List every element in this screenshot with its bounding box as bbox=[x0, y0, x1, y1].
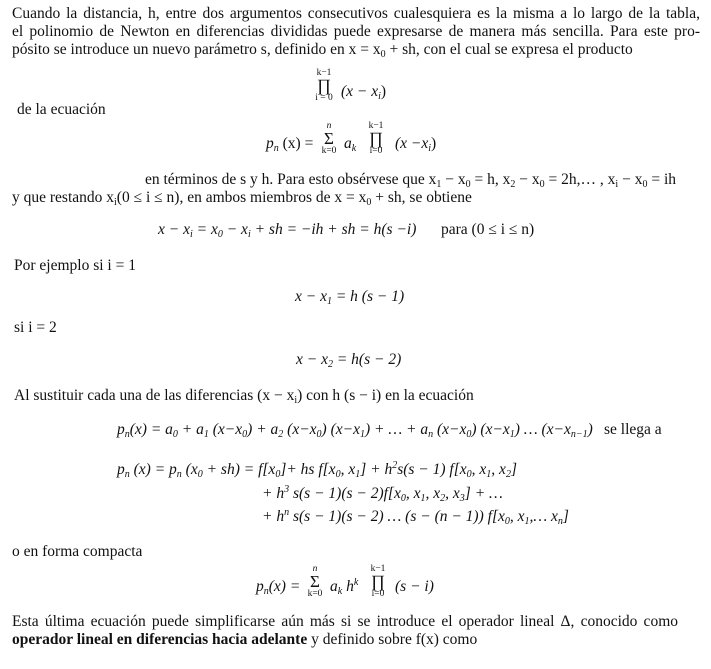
eq-i1: $x - x_1 = h$ (s − 1) bbox=[295, 288, 405, 307]
restando-line: y que restando $x_i(0 \le i \le n)$, en ambos miembros de $x = x_0$ + sh, se obtiene bbox=[12, 189, 472, 208]
compacta-label: o en forma compacta bbox=[12, 543, 143, 560]
eq-main: $x - x_i = x_0 - x_i$ + sh = −ih + sh = h(s −i) bbox=[158, 221, 417, 240]
eq-pn-tail: $(x -x_i)$ bbox=[395, 135, 437, 154]
eq-main-condition: para (0 ≤ i ≤ n) bbox=[441, 221, 535, 238]
paragraph-line-2: el polinomio de Newton en diferencias divididas puede expresarse de manera más sencilla. Para este pro- bbox=[12, 23, 700, 40]
product-operator-2: k−1 ∏ i=0 bbox=[368, 121, 384, 156]
sum-operator: n Σ k=0 bbox=[321, 121, 337, 156]
newton-equation: $p_n(x) = a_0 + a_1$ $(x-x_0) + a_2$ $(x-x_0) (x-x_1)$ + … + $a_n$ $(x-x_0)$ $(x-x_1)$ … $(x-x_{n-1})$ bbox=[117, 421, 593, 440]
eq-pn-ak: $a_k$ bbox=[344, 135, 357, 154]
ejemplo-label: Por ejemplo si i = 1 bbox=[14, 257, 136, 274]
product-expression: $(x - x_i)$ bbox=[341, 83, 387, 102]
paragraph-line-1: Cuando la distancia, h, entre dos argumentos consecutivos cualesquiera es la misma a lo largo de la tabla, bbox=[12, 5, 700, 22]
expansion-line-1: $p_n$ $(x) = p_n$ $(x_0 + sh) = f[x_0]+$ hs $f[x_0$, $x_1] + h^2s(s - 1)$ $f[x_0$, $x_1$, $x_2$] bbox=[117, 460, 517, 480]
paragraph-line-3: pósito se introduce un nuevo parámetro s, definido en $x = x_0$ + sh, con el cual se expresa el producto bbox=[12, 41, 633, 60]
se-llega-label: se llega a bbox=[604, 421, 662, 438]
product-operator-compact: k−1 ∏ i=0 bbox=[370, 564, 386, 599]
sum-operator-compact: n Σ k=0 bbox=[307, 564, 323, 599]
product-operator: k−1 ∏ i = 0 bbox=[315, 68, 333, 103]
final-line-1: Esta última ecuación puede simplificarse aún más si se introduce el operador lineal Δ, conocido como bbox=[12, 613, 678, 630]
ecuacion-label: de la ecuación bbox=[17, 101, 106, 118]
eq-compact-terms: $a_k$ $h^k$ bbox=[330, 577, 359, 597]
expansion-line-2: + $h^3$ $s(s - 1)(s - 2)f[x_0$, $x_1$, $x_2$, $x_3$] + … bbox=[262, 484, 503, 504]
terminos-line: en términos de s y h. Para esto obsérvese que $x_1 - x_0 = h$, $x_2 - x_0$ = 2h,… , $x_i - x_0$ = ih bbox=[145, 171, 677, 190]
eq-compact-lhs: $p_n(x)$ = bbox=[256, 578, 301, 597]
expansion-line-3: + $h^n$ s(s − 1)(s − 2) … (s − (n − 1)) $f[x_0$, $x_1,\dots$ $x_n$] bbox=[262, 507, 569, 527]
si-i2-label: si i = 2 bbox=[14, 319, 57, 336]
final-line-2: operador lineal en diferencias hacia adelante y definido sobre f(x) como bbox=[12, 631, 478, 648]
sustituir-line: Al sustituir cada una de las diferencias $(x - x_i)$ con h (s − i) en la ecuación bbox=[14, 387, 474, 406]
eq-pn-lhs: $p_n$ (x) = bbox=[266, 135, 314, 154]
eq-compact-tail: (s − i) bbox=[395, 578, 434, 595]
eq-i2: $x - x_2 = h(s - 2)$ bbox=[296, 351, 402, 370]
